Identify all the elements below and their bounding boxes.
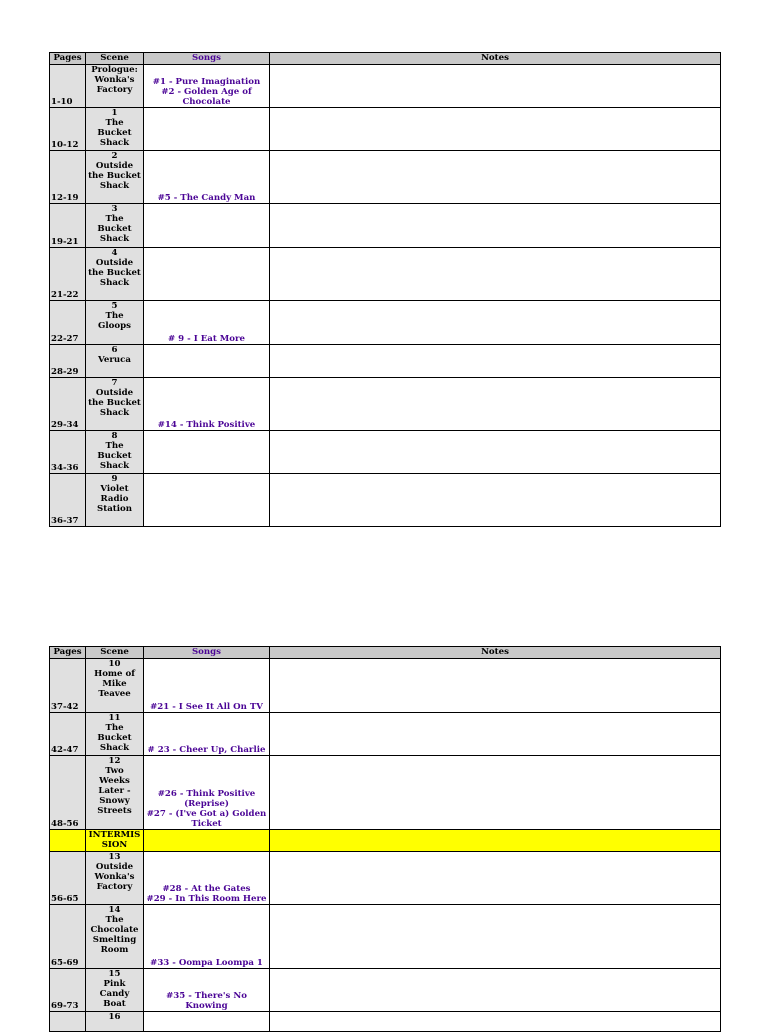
table-row [50,248,721,301]
song-line: #5 - The Candy Man [157,193,256,203]
song-line: #26 - Think Positive [157,789,256,799]
table-row [50,204,721,248]
scene-line: INTERMIS [88,830,141,840]
pages-cell: 21-22 [50,248,86,301]
pages-cell: 28-29 [50,345,86,378]
notes-cell[interactable] [270,108,721,151]
scene-line: The [105,915,124,925]
scene-line: 2 [111,151,118,161]
songs-cell [144,301,270,345]
scene-line: 12 [108,756,121,766]
table-row [50,1012,721,1032]
songs-cell [144,108,270,151]
scene-cell [86,1012,144,1032]
pages-cell: 36-37 [50,474,86,527]
notes-column-header: Notes [270,53,721,65]
song-line: #28 - At the Gates [162,884,251,894]
notes-cell[interactable] [270,713,721,756]
scene-line: The Bucket [97,118,132,138]
scene-line: Prologue: [91,65,138,75]
scene-cell [86,65,144,108]
table-row [50,431,721,474]
table-row [50,756,721,830]
scene-line: Two [105,766,124,776]
songs-cell [144,852,270,905]
scene-line: 7 [111,378,118,388]
scene-line: The Bucket [97,441,132,461]
scene-line: 11 [108,713,121,723]
scene-cell [86,431,144,474]
scene-line: Veruca [98,355,131,365]
song-line: # 9 - I Eat More [167,334,246,344]
songs-cell [144,1012,270,1032]
song-line: Ticket [191,819,222,829]
pages-column-header: Pages [50,647,86,659]
table-row [50,151,721,204]
song-line: Chocolate [182,97,231,107]
scene-line: 16 [108,1012,121,1022]
songs-cell [144,378,270,431]
table-row [50,345,721,378]
notes-cell[interactable] [270,378,721,431]
songs-column-header: Songs [144,53,270,65]
table-row [50,713,721,756]
scene-line: 10 [108,659,121,669]
scene-line: Outside [95,388,134,398]
pages-cell: 42-47 [50,713,86,756]
table-row [50,969,721,1012]
scene-line: Outside [95,258,134,268]
scene-cell [86,852,144,905]
notes-column-header: Notes [270,647,721,659]
pages-cell: 10-12 [50,108,86,151]
scene-line: 14 [108,905,121,915]
scene-line: 15 [108,969,121,979]
scene-line: the Bucket [88,398,141,408]
intermission-row [50,830,721,852]
scene-cell [86,378,144,431]
song-line: #2 - Golden Age of [161,87,252,97]
notes-cell[interactable] [270,151,721,204]
notes-cell[interactable] [270,905,721,969]
song-line: #21 - I See It All On TV [150,702,263,712]
scene-line: 8 [111,431,118,441]
scene-cell [86,905,144,969]
scene-line: 9 [111,474,118,484]
pages-column-header: Pages [50,53,86,65]
table-row [50,905,721,969]
scene-line: Violet [100,484,129,494]
scene-line: The Bucket [97,723,132,743]
songs-cell [144,151,270,204]
song-line: #14 - Think Positive [157,420,256,430]
scene-cell [86,713,144,756]
pages-cell: 37-42 [50,659,86,713]
scene-cell [86,969,144,1012]
pages-cell: 1-10 [50,65,86,108]
notes-cell[interactable] [270,830,721,852]
table-row [50,474,721,527]
song-line: #33 - Oompa Loompa 1 [150,958,263,968]
scene-line: Streets [97,806,132,816]
songs-cell [144,474,270,527]
scene-cell [86,474,144,527]
scene-line: Gloops [98,321,131,331]
scene-line: Pink [103,979,126,989]
scene-column-header: Scene [86,647,144,659]
scene-line: 3 [111,204,118,214]
songs-cell [144,830,270,852]
scene-line: Station [97,504,132,514]
table-row [50,108,721,151]
scene-line: 5 [111,301,118,311]
table-row [50,852,721,905]
scene-line: Snowy [99,796,130,806]
scene-line: The Bucket [97,214,132,234]
pages-cell: 12-19 [50,151,86,204]
scene-cell [86,108,144,151]
notes-cell[interactable] [270,65,721,108]
song-line: (Reprise) [184,799,229,809]
scene-line: Shack [99,181,130,191]
songs-column-header: Songs [144,647,270,659]
pages-cell: 19-21 [50,204,86,248]
songs-cell [144,204,270,248]
pages-cell: 22-27 [50,301,86,345]
notes-cell[interactable] [270,301,721,345]
scene-cell [86,830,144,852]
scene-line: Radio [100,494,129,504]
table-row [50,659,721,713]
scene-line: Wonka's [94,872,135,882]
song-line: #1 - Pure Imagination [152,77,261,87]
scene-line: Shack [99,743,130,753]
table-header-row [50,647,721,659]
scene-line: Room [100,945,129,955]
notes-cell[interactable] [270,852,721,905]
table-row [50,378,721,431]
song-line: #29 - In This Room Here [146,894,267,904]
songs-cell [144,713,270,756]
pages-cell: 48-56 [50,756,86,830]
scene-line: Wonka's [94,75,135,85]
scene-line: Outside [95,862,134,872]
scene-line: Shack [99,138,130,148]
pages-cell [50,1012,86,1032]
scene-line: Factory [96,882,133,892]
pages-cell [50,830,86,852]
scene-line: 4 [111,248,118,258]
songs-cell [144,969,270,1012]
table-body [50,659,721,1032]
table-row [50,301,721,345]
scene-cell [86,204,144,248]
scene-line: Mike [102,679,127,689]
song-line: # 23 - Cheer Up, Charlie [147,745,266,755]
schedule-table-1 [49,52,721,527]
songs-cell [144,431,270,474]
scene-line: Weeks [99,776,130,786]
scene-line: the Bucket [88,268,141,278]
scene-line: 1 [111,108,118,118]
pages-cell: 29-34 [50,378,86,431]
table-body [50,65,721,527]
pages-cell: 69-73 [50,969,86,1012]
scene-line: Outside [95,161,134,171]
notes-cell[interactable] [270,204,721,248]
songs-cell [144,659,270,713]
scene-line: Shack [99,461,130,471]
scene-line: Shack [99,278,130,288]
song-line: #35 - There's No Knowing [166,991,247,1011]
songs-cell [144,905,270,969]
notes-cell[interactable] [270,431,721,474]
notes-cell[interactable] [270,345,721,378]
scene-cell [86,301,144,345]
scene-line: Chocolate [90,925,139,935]
scene-cell [86,248,144,301]
notes-cell[interactable] [270,659,721,713]
scene-line: The [105,311,124,321]
notes-cell[interactable] [270,969,721,1012]
scene-line: 13 [108,852,121,862]
scene-cell [86,756,144,830]
songs-cell [144,65,270,108]
notes-cell[interactable] [270,474,721,527]
scene-line: Smelting [92,935,137,945]
songs-cell [144,248,270,301]
songs-cell [144,345,270,378]
notes-cell[interactable] [270,756,721,830]
notes-cell[interactable] [270,1012,721,1032]
scene-cell [86,659,144,713]
scene-line: Shack [99,234,130,244]
scene-line: Later - [98,786,131,796]
scene-line: Teavee [98,689,131,699]
pages-cell: 65-69 [50,905,86,969]
scene-line: Shack [99,408,130,418]
scene-cell [86,345,144,378]
scene-cell [86,151,144,204]
scene-line: Home of [94,669,135,679]
scene-line: Candy Boat [99,989,130,1009]
scene-line: 6 [111,345,118,355]
notes-cell[interactable] [270,248,721,301]
pages-cell: 34-36 [50,431,86,474]
scene-line: Factory [96,85,133,95]
table-row [50,65,721,108]
song-line: #27 - (I've Got a) Golden [146,809,267,819]
scene-line: the Bucket [88,171,141,181]
scene-line: SION [101,840,128,850]
pages-cell: 56-65 [50,852,86,905]
table-header-row [50,53,721,65]
scene-column-header: Scene [86,53,144,65]
schedule-table-2 [49,646,721,1032]
songs-cell [144,756,270,830]
